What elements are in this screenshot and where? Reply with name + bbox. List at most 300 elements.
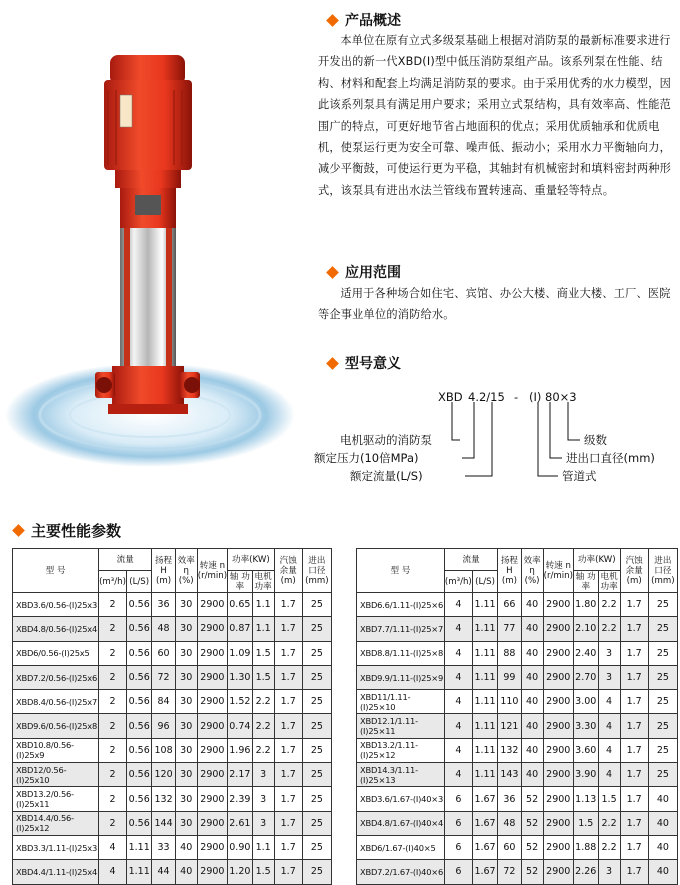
header-shaft-power: 轴 功率 bbox=[573, 571, 598, 593]
cell-flow-ls: 0.56 bbox=[126, 763, 151, 787]
cell-motor-power: 1.5 bbox=[252, 665, 274, 689]
cell-motor-power: 1.1 bbox=[252, 593, 274, 617]
cell-flow-m3h: 2 bbox=[99, 738, 127, 762]
cell-head: 132 bbox=[152, 787, 175, 811]
cell-motor-power: 1.1 bbox=[252, 617, 274, 641]
cell-motor-power: 3 bbox=[598, 860, 620, 884]
cell-motor-power: 4 bbox=[598, 690, 620, 714]
table-row bbox=[357, 593, 678, 617]
cell-npsh: 1.7 bbox=[620, 763, 648, 787]
cell-head: 108 bbox=[152, 738, 175, 762]
cell-model: XBD6.6/1.11-(I)25×6 bbox=[357, 593, 445, 617]
cell-npsh: 1.7 bbox=[620, 714, 648, 738]
cell-npsh: 1.7 bbox=[274, 860, 302, 884]
model-code-dash: - bbox=[514, 390, 519, 404]
cell-model: XBD14.3/1.11-(I)25×13 bbox=[357, 763, 445, 787]
cell-head: 33 bbox=[152, 835, 175, 859]
header-flow-m3h: (m³/h) bbox=[99, 571, 127, 593]
table-row bbox=[13, 641, 332, 665]
cell-flow-m3h: 4 bbox=[444, 665, 472, 689]
cell-speed: 2900 bbox=[197, 811, 227, 835]
cell-speed: 2900 bbox=[197, 665, 227, 689]
cell-efficiency: 30 bbox=[175, 811, 197, 835]
cell-diameter: 40 bbox=[648, 835, 677, 859]
cell-shaft-power: 1.20 bbox=[228, 860, 253, 884]
cell-flow-ls: 1.11 bbox=[126, 835, 151, 859]
cell-efficiency: 30 bbox=[175, 617, 197, 641]
cell-npsh: 1.7 bbox=[620, 641, 648, 665]
cell-model: XBD7.2/1.67-(I)40×6 bbox=[357, 860, 445, 884]
cell-flow-m3h: 2 bbox=[99, 787, 127, 811]
cell-shaft-power: 2.26 bbox=[573, 860, 598, 884]
cell-speed: 2900 bbox=[197, 617, 227, 641]
diamond-bullet-icon bbox=[326, 357, 339, 370]
table-row bbox=[357, 641, 678, 665]
cell-model: XBD8.4/0.56-(I)25x7 bbox=[13, 690, 99, 714]
diamond-bullet-icon bbox=[326, 14, 339, 27]
cell-efficiency: 30 bbox=[175, 738, 197, 762]
cell-head: 88 bbox=[498, 641, 521, 665]
cell-flow-ls: 1.11 bbox=[472, 690, 497, 714]
cell-head: 110 bbox=[498, 690, 521, 714]
diamond-bullet-icon bbox=[326, 266, 339, 279]
cell-speed: 2900 bbox=[543, 835, 573, 859]
cell-flow-m3h: 2 bbox=[99, 690, 127, 714]
cell-flow-ls: 1.11 bbox=[472, 617, 497, 641]
cell-shaft-power: 1.96 bbox=[228, 738, 253, 762]
cell-model: XBD4.8/1.67-(I)40×4 bbox=[357, 811, 445, 835]
cell-efficiency: 40 bbox=[521, 690, 543, 714]
cell-flow-ls: 1.11 bbox=[472, 738, 497, 762]
cell-shaft-power: 0.65 bbox=[228, 593, 253, 617]
cell-efficiency: 40 bbox=[521, 665, 543, 689]
header-head: 扬程 H (m) bbox=[152, 549, 175, 593]
cell-npsh: 1.7 bbox=[620, 690, 648, 714]
cell-motor-power: 1.1 bbox=[252, 835, 274, 859]
table-row bbox=[13, 714, 332, 738]
cell-diameter: 40 bbox=[648, 860, 677, 884]
cell-flow-m3h: 2 bbox=[99, 593, 127, 617]
cell-model: XBD9.6/0.56-(I)25x8 bbox=[13, 714, 99, 738]
cell-flow-m3h: 2 bbox=[99, 665, 127, 689]
header-efficiency: 效率 η (%) bbox=[175, 549, 197, 593]
cell-model: XBD3.3/1.11-(I)25x3 bbox=[13, 835, 99, 859]
header-flow-m3h: (m³/h) bbox=[444, 571, 472, 593]
table-row bbox=[357, 787, 678, 811]
cell-head: 77 bbox=[498, 617, 521, 641]
cell-diameter: 25 bbox=[302, 690, 331, 714]
header-motor-power: 电机 功率 bbox=[598, 571, 620, 593]
table-row bbox=[13, 787, 332, 811]
header-model: 型 号 bbox=[13, 549, 99, 593]
header-flow: 流量 bbox=[444, 549, 497, 571]
header-shaft-power: 轴 功率 bbox=[228, 571, 253, 593]
cell-npsh: 1.7 bbox=[620, 593, 648, 617]
cell-diameter: 40 bbox=[648, 811, 677, 835]
cell-shaft-power: 2.17 bbox=[228, 763, 253, 787]
cell-head: 60 bbox=[498, 835, 521, 859]
model-label-diameter: 进出口直径(mm) bbox=[566, 451, 655, 465]
cell-flow-m3h: 4 bbox=[444, 738, 472, 762]
cell-model: XBD14.4/0.56-(I)25x12 bbox=[13, 811, 99, 835]
cell-npsh: 1.7 bbox=[274, 763, 302, 787]
cell-diameter: 25 bbox=[302, 641, 331, 665]
cell-diameter: 25 bbox=[648, 593, 677, 617]
cell-model: XBD8.8/1.11-(I)25×8 bbox=[357, 641, 445, 665]
cell-flow-ls: 0.56 bbox=[126, 593, 151, 617]
header-head: 扬程 H (m) bbox=[498, 549, 521, 593]
cell-flow-m3h: 4 bbox=[444, 593, 472, 617]
header-npsh: 汽蚀 余量 (m) bbox=[274, 549, 302, 593]
cell-flow-ls: 0.56 bbox=[126, 617, 151, 641]
cell-shaft-power: 1.5 bbox=[573, 811, 598, 835]
cell-speed: 2900 bbox=[197, 860, 227, 884]
cell-diameter: 25 bbox=[302, 617, 331, 641]
cell-model: XBD7.2/0.56-(I)25x6 bbox=[13, 665, 99, 689]
cell-speed: 2900 bbox=[543, 787, 573, 811]
header-speed: 转速 n (r/min) bbox=[197, 549, 227, 593]
cell-npsh: 1.7 bbox=[274, 617, 302, 641]
cell-flow-ls: 0.56 bbox=[126, 787, 151, 811]
application-text: 适用于各种场合如住宅、宾馆、办公大楼、商业大楼、工厂、医院等企事业单位的消防给水。 bbox=[318, 287, 671, 322]
cell-motor-power: 4 bbox=[598, 738, 620, 762]
cell-flow-m3h: 6 bbox=[444, 860, 472, 884]
cell-head: 72 bbox=[152, 665, 175, 689]
cell-model: XBD7.7/1.11-(I)25×7 bbox=[357, 617, 445, 641]
cell-shaft-power: 2.70 bbox=[573, 665, 598, 689]
cell-efficiency: 30 bbox=[175, 641, 197, 665]
cell-head: 44 bbox=[152, 860, 175, 884]
cell-speed: 2900 bbox=[197, 641, 227, 665]
cell-npsh: 1.7 bbox=[274, 641, 302, 665]
model-label-flow: 额定流量(L/S) bbox=[350, 469, 423, 483]
application-heading bbox=[328, 262, 401, 282]
cell-speed: 2900 bbox=[543, 860, 573, 884]
cell-diameter: 25 bbox=[302, 593, 331, 617]
cell-motor-power: 1.5 bbox=[252, 641, 274, 665]
cell-flow-m3h: 4 bbox=[444, 617, 472, 641]
cell-head: 72 bbox=[498, 860, 521, 884]
cell-motor-power: 3 bbox=[598, 665, 620, 689]
cell-speed: 2900 bbox=[197, 835, 227, 859]
model-code-xbd: XBD bbox=[438, 390, 463, 404]
table-row bbox=[13, 835, 332, 859]
cell-efficiency: 40 bbox=[521, 593, 543, 617]
cell-efficiency: 30 bbox=[175, 714, 197, 738]
header-flow-ls: (L/S) bbox=[126, 571, 151, 593]
cell-npsh: 1.7 bbox=[620, 665, 648, 689]
cell-head: 48 bbox=[498, 811, 521, 835]
model-code-pressure-flow: 4.2/15 bbox=[468, 390, 505, 404]
model-code-type: (I) bbox=[529, 390, 542, 404]
cell-flow-m3h: 2 bbox=[99, 811, 127, 835]
cell-flow-ls: 0.56 bbox=[126, 738, 151, 762]
cell-speed: 2900 bbox=[197, 714, 227, 738]
cell-motor-power: 2.2 bbox=[252, 690, 274, 714]
model-label-motor: 电机驱动的消防泵 bbox=[340, 433, 432, 447]
cell-shaft-power: 1.80 bbox=[573, 593, 598, 617]
model-label-pipe: 管道式 bbox=[562, 469, 597, 483]
cell-shaft-power: 2.10 bbox=[573, 617, 598, 641]
cell-flow-m3h: 4 bbox=[444, 763, 472, 787]
cell-head: 120 bbox=[152, 763, 175, 787]
table-row bbox=[357, 860, 678, 884]
table-row bbox=[13, 690, 332, 714]
cell-model: XBD3.6/0.56-(I)25x3 bbox=[13, 593, 99, 617]
table-row bbox=[13, 665, 332, 689]
cell-efficiency: 30 bbox=[175, 593, 197, 617]
cell-flow-ls: 1.67 bbox=[472, 811, 497, 835]
cell-diameter: 25 bbox=[302, 714, 331, 738]
cell-motor-power: 1.5 bbox=[598, 787, 620, 811]
cell-efficiency: 52 bbox=[521, 787, 543, 811]
cell-speed: 2900 bbox=[197, 690, 227, 714]
cell-npsh: 1.7 bbox=[620, 835, 648, 859]
cell-model: XBD13.2/1.11-(I)25×12 bbox=[357, 738, 445, 762]
cell-shaft-power: 0.87 bbox=[228, 617, 253, 641]
cell-motor-power: 3 bbox=[252, 763, 274, 787]
cell-flow-m3h: 6 bbox=[444, 811, 472, 835]
cell-diameter: 25 bbox=[648, 714, 677, 738]
cell-shaft-power: 3.30 bbox=[573, 714, 598, 738]
pump-image bbox=[0, 0, 300, 470]
cell-motor-power: 3 bbox=[252, 811, 274, 835]
table-row bbox=[13, 593, 332, 617]
performance-title: 主要性能参数 bbox=[31, 522, 122, 540]
header-speed: 转速 n (r/min) bbox=[543, 549, 573, 593]
cell-flow-ls: 1.11 bbox=[472, 763, 497, 787]
cell-head: 96 bbox=[152, 714, 175, 738]
cell-shaft-power: 1.52 bbox=[228, 690, 253, 714]
cell-diameter: 25 bbox=[302, 738, 331, 762]
cell-diameter: 25 bbox=[648, 617, 677, 641]
model-label-pressure: 额定压力(10倍MPa) bbox=[314, 451, 419, 465]
model-code-diameter-stages: 80×3 bbox=[545, 390, 577, 404]
cell-flow-ls: 0.56 bbox=[126, 690, 151, 714]
header-motor-power: 电机 功率 bbox=[252, 571, 274, 593]
cell-flow-ls: 1.11 bbox=[472, 665, 497, 689]
cell-diameter: 25 bbox=[648, 690, 677, 714]
cell-flow-m3h: 2 bbox=[99, 617, 127, 641]
cell-efficiency: 40 bbox=[521, 714, 543, 738]
table-row bbox=[357, 738, 678, 762]
cell-speed: 2900 bbox=[197, 787, 227, 811]
cell-efficiency: 30 bbox=[175, 665, 197, 689]
cell-flow-m3h: 6 bbox=[444, 787, 472, 811]
performance-table-left bbox=[12, 548, 332, 885]
cell-shaft-power: 0.74 bbox=[228, 714, 253, 738]
cell-efficiency: 40 bbox=[521, 763, 543, 787]
cell-flow-m3h: 4 bbox=[444, 641, 472, 665]
table-row bbox=[13, 763, 332, 787]
cell-speed: 2900 bbox=[543, 593, 573, 617]
cell-model: XBD13.2/0.56-(I)25x11 bbox=[13, 787, 99, 811]
cell-speed: 2900 bbox=[543, 641, 573, 665]
overview-text: 本单位在原有立式多级泵基础上根据对消防泵的最新标准要求进行开发出的新一代XBD(I)型中低压消防泵组产品。该系列泵在性能、结构、材料和配套上均满足消防泵的要求。由于采用优秀的水力模型，因此该系列泵具有满足用户要求；采用立式泵结构，具有效率高、性能范围广的特点，可更好地节省占地面积的优点；采用优质轴承和优质电机，使泵运行更为安全可靠、噪声低、振动小；采用水力平衡轴向力，减少平衡鼓，可使运行更为平稳，其轴封有机械密封和填料密封两种形式，该泵具有进出水法兰管线布置转速高、重量轻等特点。 bbox=[318, 34, 672, 197]
cell-npsh: 1.7 bbox=[274, 593, 302, 617]
cell-speed: 2900 bbox=[543, 690, 573, 714]
model-label-stages: 级数 bbox=[584, 433, 607, 447]
cell-model: XBD4.8/0.56-(I)25x4 bbox=[13, 617, 99, 641]
cell-speed: 2900 bbox=[543, 811, 573, 835]
cell-npsh: 1.7 bbox=[620, 738, 648, 762]
cell-flow-m3h: 4 bbox=[444, 690, 472, 714]
overview-title: 产品概述 bbox=[345, 13, 401, 29]
cell-speed: 2900 bbox=[543, 617, 573, 641]
cell-efficiency: 40 bbox=[175, 835, 197, 859]
cell-flow-m3h: 2 bbox=[99, 714, 127, 738]
cell-model: XBD6/0.56-(I)25x5 bbox=[13, 641, 99, 665]
cell-head: 84 bbox=[152, 690, 175, 714]
table-row bbox=[357, 811, 678, 835]
cell-speed: 2900 bbox=[543, 763, 573, 787]
table-row bbox=[357, 714, 678, 738]
cell-head: 144 bbox=[152, 811, 175, 835]
cell-flow-ls: 1.67 bbox=[472, 787, 497, 811]
cell-diameter: 25 bbox=[648, 665, 677, 689]
model-diagram bbox=[300, 380, 680, 490]
table-row bbox=[357, 835, 678, 859]
header-model: 型 号 bbox=[357, 549, 445, 593]
header-power: 功率(KW) bbox=[228, 549, 275, 571]
cell-diameter: 25 bbox=[302, 835, 331, 859]
cell-efficiency: 52 bbox=[521, 811, 543, 835]
cell-shaft-power: 1.88 bbox=[573, 835, 598, 859]
cell-motor-power: 2.2 bbox=[598, 811, 620, 835]
cell-motor-power: 4 bbox=[598, 763, 620, 787]
cell-npsh: 1.7 bbox=[620, 787, 648, 811]
cell-efficiency: 40 bbox=[521, 738, 543, 762]
header-diameter: 进出 口径 (mm) bbox=[648, 549, 677, 593]
cell-diameter: 25 bbox=[302, 787, 331, 811]
cell-shaft-power: 1.13 bbox=[573, 787, 598, 811]
cell-motor-power: 2.2 bbox=[598, 617, 620, 641]
cell-flow-m3h: 4 bbox=[99, 835, 127, 859]
cell-npsh: 1.7 bbox=[274, 665, 302, 689]
cell-shaft-power: 3.90 bbox=[573, 763, 598, 787]
cell-diameter: 40 bbox=[648, 787, 677, 811]
cell-flow-ls: 1.67 bbox=[472, 835, 497, 859]
cell-flow-m3h: 6 bbox=[444, 835, 472, 859]
table-row bbox=[357, 665, 678, 689]
model-meaning-title: 型号意义 bbox=[345, 356, 401, 372]
header-power: 功率(KW) bbox=[573, 549, 620, 571]
cell-flow-ls: 0.56 bbox=[126, 665, 151, 689]
cell-model: XBD4.4/1.11-(I)25x4 bbox=[13, 860, 99, 884]
cell-head: 143 bbox=[498, 763, 521, 787]
cell-shaft-power: 0.90 bbox=[228, 835, 253, 859]
cell-npsh: 1.7 bbox=[274, 811, 302, 835]
cell-efficiency: 30 bbox=[175, 763, 197, 787]
cell-flow-ls: 1.11 bbox=[472, 593, 497, 617]
cell-speed: 2900 bbox=[543, 714, 573, 738]
cell-efficiency: 52 bbox=[521, 835, 543, 859]
cell-flow-m3h: 4 bbox=[99, 860, 127, 884]
cell-diameter: 25 bbox=[648, 738, 677, 762]
table-row bbox=[13, 617, 332, 641]
cell-efficiency: 40 bbox=[521, 617, 543, 641]
header-efficiency: 效率 η (%) bbox=[521, 549, 543, 593]
cell-head: 48 bbox=[152, 617, 175, 641]
performance-heading bbox=[14, 520, 121, 541]
cell-motor-power: 1.5 bbox=[252, 860, 274, 884]
cell-npsh: 1.7 bbox=[620, 811, 648, 835]
header-diameter: 进出 口径 (mm) bbox=[302, 549, 331, 593]
cell-flow-ls: 1.11 bbox=[472, 641, 497, 665]
table-row bbox=[13, 738, 332, 762]
cell-shaft-power: 2.39 bbox=[228, 787, 253, 811]
cell-model: XBD6/1.67-(I)40×5 bbox=[357, 835, 445, 859]
table-row bbox=[357, 690, 678, 714]
cell-flow-ls: 0.56 bbox=[126, 641, 151, 665]
cell-shaft-power: 1.09 bbox=[228, 641, 253, 665]
cell-npsh: 1.7 bbox=[274, 787, 302, 811]
cell-shaft-power: 3.00 bbox=[573, 690, 598, 714]
header-flow: 流量 bbox=[99, 549, 152, 571]
cell-model: XBD9.9/1.11-(I)25×9 bbox=[357, 665, 445, 689]
table-row bbox=[13, 811, 332, 835]
cell-npsh: 1.7 bbox=[274, 690, 302, 714]
application-title: 应用范围 bbox=[345, 265, 401, 281]
cell-diameter: 25 bbox=[648, 763, 677, 787]
cell-flow-ls: 0.56 bbox=[126, 714, 151, 738]
cell-diameter: 25 bbox=[302, 763, 331, 787]
cell-model: XBD11/1.11-(I)25×10 bbox=[357, 690, 445, 714]
cell-model: XBD12.1/1.11-(I)25×11 bbox=[357, 714, 445, 738]
cell-shaft-power: 1.30 bbox=[228, 665, 253, 689]
cell-npsh: 1.7 bbox=[274, 835, 302, 859]
cell-diameter: 25 bbox=[302, 860, 331, 884]
performance-table-right bbox=[356, 548, 678, 885]
cell-flow-ls: 1.11 bbox=[472, 714, 497, 738]
cell-npsh: 1.7 bbox=[274, 714, 302, 738]
cell-flow-ls: 1.11 bbox=[126, 860, 151, 884]
cell-efficiency: 40 bbox=[175, 860, 197, 884]
cell-head: 121 bbox=[498, 714, 521, 738]
cell-speed: 2900 bbox=[543, 665, 573, 689]
cell-diameter: 25 bbox=[648, 641, 677, 665]
cell-npsh: 1.7 bbox=[620, 860, 648, 884]
cell-head: 36 bbox=[498, 787, 521, 811]
cell-efficiency: 52 bbox=[521, 860, 543, 884]
cell-diameter: 25 bbox=[302, 665, 331, 689]
diamond-bullet-icon bbox=[12, 524, 25, 537]
cell-motor-power: 2.2 bbox=[598, 593, 620, 617]
cell-flow-m3h: 2 bbox=[99, 763, 127, 787]
cell-speed: 2900 bbox=[197, 593, 227, 617]
cell-model: XBD3.6/1.67-(I)40×3 bbox=[357, 787, 445, 811]
table-row bbox=[357, 763, 678, 787]
pump-illustration bbox=[0, 0, 300, 520]
cell-flow-m3h: 4 bbox=[444, 714, 472, 738]
cell-speed: 2900 bbox=[543, 738, 573, 762]
cell-diameter: 25 bbox=[302, 811, 331, 835]
header-flow-ls: (L/S) bbox=[472, 571, 497, 593]
cell-speed: 2900 bbox=[197, 763, 227, 787]
cell-motor-power: 3 bbox=[598, 641, 620, 665]
cell-motor-power: 3 bbox=[252, 787, 274, 811]
cell-head: 132 bbox=[498, 738, 521, 762]
cell-flow-m3h: 2 bbox=[99, 641, 127, 665]
cell-motor-power: 4 bbox=[598, 714, 620, 738]
cell-head: 36 bbox=[152, 593, 175, 617]
cell-speed: 2900 bbox=[197, 738, 227, 762]
cell-head: 66 bbox=[498, 593, 521, 617]
model-meaning-heading bbox=[328, 353, 401, 373]
table-row bbox=[357, 617, 678, 641]
cell-shaft-power: 2.61 bbox=[228, 811, 253, 835]
cell-model: XBD12/0.56-(I)25x10 bbox=[13, 763, 99, 787]
